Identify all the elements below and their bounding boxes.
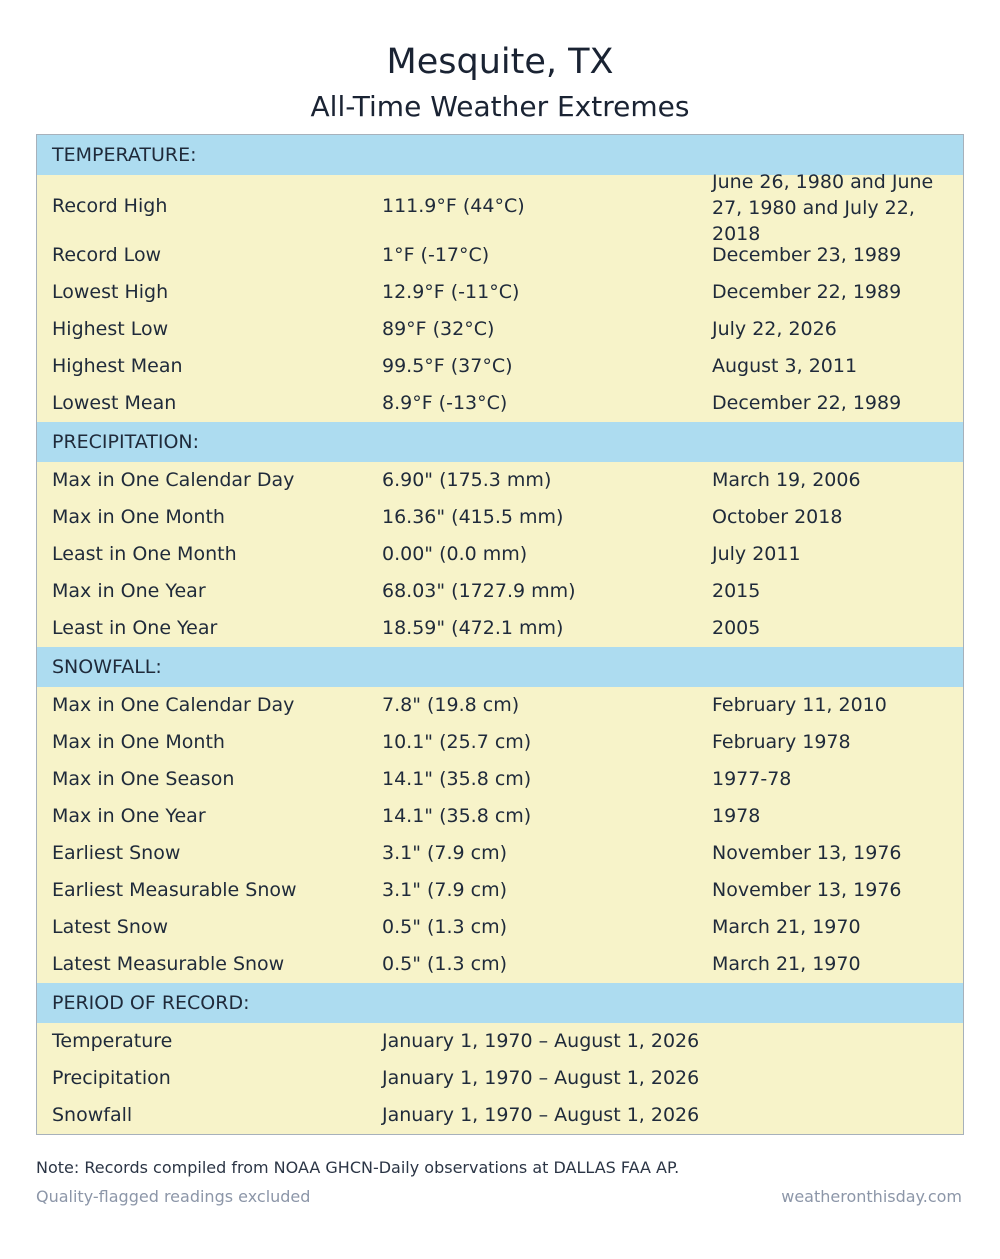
table-row [37,311,963,348]
section-header-temperature: TEMPERATURE: [37,135,963,175]
row-label: Highest Low [52,318,169,340]
row-label: Least in One Month [52,543,237,565]
row-value: 14.1" (35.8 cm) [382,805,532,827]
row-label: Snowfall [52,1104,133,1126]
table-row [37,536,963,573]
section-header-precipitation: PRECIPITATION: [37,422,963,462]
footer-quality-note: Quality-flagged readings excluded [36,1187,311,1206]
table-row [37,872,963,909]
row-value: 8.9°F (-13°C) [382,392,508,414]
table-row [37,909,963,946]
row-label: Max in One Season [52,768,235,790]
row-date: October 2018 [712,506,843,528]
table-row [37,798,963,835]
table-row [37,171,963,245]
row-date: 2005 [712,617,761,639]
row-label: Highest Mean [52,355,183,377]
row-date: March 21, 1970 [712,916,861,938]
table-row [37,835,963,872]
row-date: December 22, 1989 [712,281,902,303]
row-value: 0.5" (1.3 cm) [382,916,508,938]
row-date: February 11, 2010 [712,694,887,716]
row-label: Lowest High [52,281,169,303]
table-row [37,724,963,761]
row-label: Max in One Calendar Day [52,469,295,491]
row-label: Record High [52,195,168,217]
row-value: 18.59" (472.1 mm) [382,617,564,639]
footer-site-credit: weatheronthisday.com [781,1187,962,1206]
table-row [37,761,963,798]
row-value: 12.9°F (-11°C) [382,281,520,303]
row-value: 16.36" (415.5 mm) [382,506,564,528]
row-value: 99.5°F (37°C) [382,355,513,377]
row-label: Lowest Mean [52,392,177,414]
row-value: 1°F (-17°C) [382,244,490,266]
row-value: 3.1" (7.9 cm) [382,842,508,864]
table-row [37,274,963,311]
row-label: Precipitation [52,1067,171,1089]
row-label: Temperature [52,1030,173,1052]
row-value: 89°F (32°C) [382,318,495,340]
table-row [37,237,963,274]
row-label: Max in One Calendar Day [52,694,295,716]
row-value: January 1, 1970 – August 1, 2026 [382,1104,700,1126]
row-date: November 13, 1976 [712,842,902,864]
row-date: July 22, 2026 [712,318,837,340]
row-value: 14.1" (35.8 cm) [382,768,532,790]
row-label: Record Low [52,244,162,266]
table-row [37,610,963,647]
table-row [37,462,963,499]
row-date: November 13, 1976 [712,879,902,901]
page-subtitle: All-Time Weather Extremes [310,90,690,123]
row-value: 6.90" (175.3 mm) [382,469,552,491]
row-value: 0.5" (1.3 cm) [382,953,508,975]
row-date: June 26, 1980 and June 27, 1980 and July 22, 2018 [712,171,934,245]
row-label: Latest Snow [52,916,169,938]
row-date: July 2011 [712,543,801,565]
row-label: Max in One Month [52,506,225,528]
row-value: January 1, 1970 – August 1, 2026 [382,1067,700,1089]
table-row [37,687,963,724]
row-date: 1978 [712,805,761,827]
row-date: 1977-78 [712,768,792,790]
row-date: December 23, 1989 [712,244,902,266]
section-header-period-of-record: PERIOD OF RECORD: [37,983,963,1023]
table-row [37,946,963,983]
row-value: January 1, 1970 – August 1, 2026 [382,1030,700,1052]
section-header-snowfall: SNOWFALL: [37,647,963,687]
extremes-table [36,134,964,1135]
row-date: December 22, 1989 [712,392,902,414]
row-value: 3.1" (7.9 cm) [382,879,508,901]
table-row [37,385,963,422]
row-value: 111.9°F (44°C) [382,195,525,217]
table-row [37,348,963,385]
row-date: February 1978 [712,731,851,753]
row-label: Max in One Month [52,731,225,753]
row-date: March 21, 1970 [712,953,861,975]
row-date: March 19, 2006 [712,469,861,491]
table-row [37,1097,963,1134]
source-note: Note: Records compiled from NOAA GHCN-Daily observations at DALLAS FAA AP. [36,1158,680,1177]
row-label: Latest Measurable Snow [52,953,285,975]
table-row [37,573,963,610]
table-row [37,1023,963,1060]
row-label: Least in One Year [52,617,218,639]
page-title: Mesquite, TX [386,42,614,82]
row-label: Max in One Year [52,580,206,602]
table-row [37,1060,963,1097]
row-value: 10.1" (25.7 cm) [382,731,532,753]
row-date: 2015 [712,580,761,602]
row-label: Earliest Measurable Snow [52,879,297,901]
row-value: 0.00" (0.0 mm) [382,543,528,565]
row-value: 7.8" (19.8 cm) [382,694,520,716]
row-label: Max in One Year [52,805,206,827]
row-value: 68.03" (1727.9 mm) [382,580,576,602]
row-label: Earliest Snow [52,842,181,864]
row-date: August 3, 2011 [712,355,858,377]
table-row [37,499,963,536]
